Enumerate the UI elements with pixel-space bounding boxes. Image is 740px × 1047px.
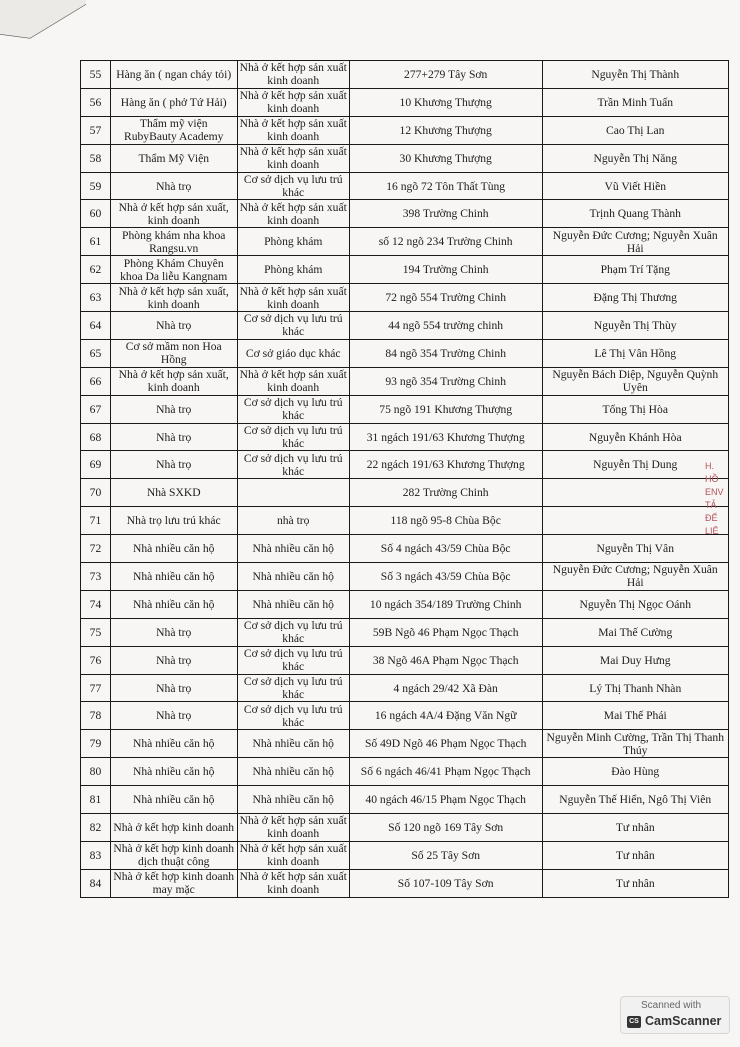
facility-address-cell: 30 Khương Thượng: [349, 144, 542, 172]
row-number-cell: 63: [81, 284, 111, 312]
row-number-cell: 61: [81, 228, 111, 256]
facility-name-cell: Nhà trọ lưu trú khác: [110, 507, 237, 535]
facility-type-cell: Cơ sở giáo dục khác: [237, 339, 349, 367]
owner-name-cell: Nguyễn Thị Thành: [542, 61, 729, 89]
facility-name-cell: Nhà nhiều căn hộ: [110, 758, 237, 786]
row-number-cell: 76: [81, 646, 111, 674]
row-number-cell: 58: [81, 144, 111, 172]
stamp-line: H.: [705, 461, 714, 471]
facility-type-cell: Nhà ở kết hợp sản xuất kinh doanh: [237, 88, 349, 116]
owner-name-cell: Nguyễn Thị Ngọc Oánh: [542, 590, 729, 618]
facility-name-cell: Nhà trọ: [110, 172, 237, 200]
table-row: [81, 730, 729, 758]
owner-name-cell: Tống Thị Hòa: [542, 395, 729, 423]
owner-name-cell: Đặng Thị Thương: [542, 284, 729, 312]
facility-type-cell: Nhà ở kết hợp sản xuất kinh doanh: [237, 200, 349, 228]
facility-address-cell: Số 49D Ngõ 46 Phạm Ngọc Thạch: [349, 730, 542, 758]
facility-address-cell: 22 ngách 191/63 Khương Thượng: [349, 451, 542, 479]
row-number-cell: 75: [81, 618, 111, 646]
facility-type-cell: Nhà nhiều căn hộ: [237, 590, 349, 618]
row-number-cell: 80: [81, 758, 111, 786]
owner-name-cell: Lý Thị Thanh Nhàn: [542, 674, 729, 702]
row-number-cell: 55: [81, 61, 111, 89]
table-row: [81, 61, 729, 89]
facility-type-cell: Nhà ở kết hợp sản xuất kinh doanh: [237, 814, 349, 842]
facility-type-cell: Cơ sở dịch vụ lưu trú khác: [237, 674, 349, 702]
table-row: [81, 312, 729, 340]
row-number-cell: 72: [81, 535, 111, 563]
facility-name-cell: Nhà SXKD: [110, 479, 237, 507]
stamp-line: HỒ: [705, 474, 719, 484]
facility-type-cell: Cơ sở dịch vụ lưu trú khác: [237, 618, 349, 646]
facility-name-cell: Phòng khám nha khoa Rangsu.vn: [110, 228, 237, 256]
facility-name-cell: Thẩm mỹ viện RubyBauty Academy: [110, 116, 237, 144]
owner-name-cell: Tư nhân: [542, 814, 729, 842]
row-number-cell: 64: [81, 312, 111, 340]
facility-name-cell: Phòng Khám Chuyên khoa Da liễu Kangnam: [110, 256, 237, 284]
facility-name-cell: Nhà trọ: [110, 395, 237, 423]
facility-address-cell: Số 107-109 Tây Sơn: [349, 869, 542, 897]
owner-name-cell: Nguyễn Bách Diệp, Nguyễn Quỳnh Uyên: [542, 367, 729, 395]
facility-type-cell: Nhà ở kết hợp sản xuất kinh doanh: [237, 841, 349, 869]
table-row: [81, 423, 729, 451]
row-number-cell: 57: [81, 116, 111, 144]
table-row: [81, 702, 729, 730]
stamp-line: LIÊ: [705, 526, 719, 536]
facility-address-cell: 16 ngách 4A/4 Đặng Văn Ngữ: [349, 702, 542, 730]
facility-name-cell: Nhà trọ: [110, 674, 237, 702]
owner-name-cell: Mai Duy Hưng: [542, 646, 729, 674]
facility-type-cell: Nhà ở kết hợp sản xuất kinh doanh: [237, 367, 349, 395]
owner-name-cell: Tư nhân: [542, 869, 729, 897]
table-row: [81, 451, 729, 479]
facility-name-cell: Nhà trọ: [110, 423, 237, 451]
facility-address-cell: 10 ngách 354/189 Trường Chinh: [349, 590, 542, 618]
facility-name-cell: Nhà trọ: [110, 618, 237, 646]
table-row: [81, 674, 729, 702]
row-number-cell: 82: [81, 814, 111, 842]
facility-type-cell: Nhà nhiều căn hộ: [237, 758, 349, 786]
table-row: [81, 256, 729, 284]
row-number-cell: 79: [81, 730, 111, 758]
facility-type-cell: Nhà ở kết hợp sản xuất kinh doanh: [237, 61, 349, 89]
facility-name-cell: Nhà ở kết hợp kinh doanh dịch thuật công: [110, 841, 237, 869]
owner-name-cell: Nguyễn Thế Hiển, Ngô Thị Viên: [542, 786, 729, 814]
row-number-cell: 62: [81, 256, 111, 284]
facility-type-cell: Nhà ở kết hợp sản xuất kinh doanh: [237, 869, 349, 897]
table-row: [81, 535, 729, 563]
facility-name-cell: Hàng ăn ( phở Tứ Hải): [110, 88, 237, 116]
table-row: [81, 144, 729, 172]
facility-type-cell: Nhà nhiều căn hộ: [237, 786, 349, 814]
facility-name-cell: Nhà ở kết hợp sản xuất, kinh doanh: [110, 200, 237, 228]
facility-name-cell: Nhà trọ: [110, 702, 237, 730]
stamp-line: TẢ: [705, 500, 717, 510]
facility-type-cell: Cơ sở dịch vụ lưu trú khác: [237, 172, 349, 200]
owner-name-cell: Phạm Trí Tặng: [542, 256, 729, 284]
camscanner-logo-icon: CS: [627, 1016, 641, 1028]
facility-address-cell: 72 ngõ 554 Trường Chinh: [349, 284, 542, 312]
owner-name-cell: Nguyễn Đức Cương; Nguyễn Xuân Hải: [542, 563, 729, 591]
owner-name-cell: Nguyễn Thị Năng: [542, 144, 729, 172]
facility-type-cell: [237, 479, 349, 507]
facility-type-cell: Cơ sở dịch vụ lưu trú khác: [237, 702, 349, 730]
row-number-cell: 71: [81, 507, 111, 535]
owner-name-cell: Đào Hùng: [542, 758, 729, 786]
row-number-cell: 67: [81, 395, 111, 423]
facility-type-cell: Cơ sở dịch vụ lưu trú khác: [237, 395, 349, 423]
table-row: [81, 367, 729, 395]
facility-name-cell: Thẩm Mỹ Viện: [110, 144, 237, 172]
table-row: [81, 88, 729, 116]
facility-address-cell: 16 ngõ 72 Tôn Thất Tùng: [349, 172, 542, 200]
table-row: [81, 563, 729, 591]
facility-address-cell: 10 Khương Thượng: [349, 88, 542, 116]
facility-type-cell: Nhà ở kết hợp sản xuất kinh doanh: [237, 116, 349, 144]
table-row: [81, 646, 729, 674]
facility-address-cell: 277+279 Tây Sơn: [349, 61, 542, 89]
owner-name-cell: Nguyễn Thị Vân: [542, 535, 729, 563]
facility-type-cell: Nhà nhiều căn hộ: [237, 563, 349, 591]
table-row: [81, 869, 729, 897]
table-row: [81, 841, 729, 869]
owner-name-cell: Mai Thế Phái: [542, 702, 729, 730]
table-row: [81, 395, 729, 423]
facility-type-cell: Nhà ở kết hợp sản xuất kinh doanh: [237, 284, 349, 312]
owner-name-cell: Tư nhân: [542, 841, 729, 869]
table-row: [81, 228, 729, 256]
facility-address-cell: 84 ngõ 354 Trường Chinh: [349, 339, 542, 367]
page-fold-corner: [0, 0, 90, 45]
stamp-line: ĐỂ: [705, 513, 718, 523]
facility-name-cell: Nhà nhiều căn hộ: [110, 563, 237, 591]
facility-address-cell: 59B Ngõ 46 Phạm Ngọc Thạch: [349, 618, 542, 646]
facility-name-cell: Nhà nhiều căn hộ: [110, 535, 237, 563]
facility-name-cell: Nhà nhiều căn hộ: [110, 786, 237, 814]
row-number-cell: 59: [81, 172, 111, 200]
row-number-cell: 73: [81, 563, 111, 591]
facility-address-cell: 31 ngách 191/63 Khương Thượng: [349, 423, 542, 451]
row-number-cell: 56: [81, 88, 111, 116]
owner-name-cell: [542, 507, 729, 535]
owner-name-cell: Nguyễn Khánh Hòa: [542, 423, 729, 451]
table-row: [81, 284, 729, 312]
facility-address-cell: 398 Trường Chinh: [349, 200, 542, 228]
edge-stamp-fragment: [705, 460, 740, 580]
facility-type-cell: Cơ sở dịch vụ lưu trú khác: [237, 423, 349, 451]
table-row: [81, 479, 729, 507]
table-row: [81, 590, 729, 618]
table-row: [81, 507, 729, 535]
row-number-cell: 70: [81, 479, 111, 507]
facility-name-cell: Cơ sở mầm non Hoa Hồng: [110, 339, 237, 367]
facility-type-cell: Nhà nhiều căn hộ: [237, 730, 349, 758]
facility-address-cell: 194 Trường Chinh: [349, 256, 542, 284]
table-row: [81, 618, 729, 646]
facility-type-cell: Cơ sở dịch vụ lưu trú khác: [237, 646, 349, 674]
table-row: [81, 116, 729, 144]
facility-name-cell: Nhà nhiều căn hộ: [110, 730, 237, 758]
facility-address-cell: 118 ngõ 95-8 Chùa Bộc: [349, 507, 542, 535]
facility-address-cell: 93 ngõ 354 Trường Chinh: [349, 367, 542, 395]
facility-type-cell: Cơ sở dịch vụ lưu trú khác: [237, 451, 349, 479]
facility-name-cell: Nhà ở kết hợp kinh doanh may mặc: [110, 869, 237, 897]
owner-name-cell: Trịnh Quang Thành: [542, 200, 729, 228]
row-number-cell: 83: [81, 841, 111, 869]
owner-name-cell: Nguyễn Thị Dung: [542, 451, 729, 479]
facility-address-cell: 75 ngõ 191 Khương Thượng: [349, 395, 542, 423]
facility-type-cell: nhà trọ: [237, 507, 349, 535]
facility-name-cell: Nhà trọ: [110, 312, 237, 340]
facility-type-cell: Cơ sở dịch vụ lưu trú khác: [237, 312, 349, 340]
owner-name-cell: Vũ Viết Hiền: [542, 172, 729, 200]
table-row: [81, 786, 729, 814]
facility-address-cell: Số 4 ngách 43/59 Chùa Bộc: [349, 535, 542, 563]
facility-address-cell: Số 3 ngách 43/59 Chùa Bộc: [349, 563, 542, 591]
stamp-line: ENV: [705, 487, 724, 497]
facility-name-cell: Nhà trọ: [110, 451, 237, 479]
facility-type-cell: Nhà nhiều căn hộ: [237, 535, 349, 563]
row-number-cell: 60: [81, 200, 111, 228]
table-row: [81, 172, 729, 200]
owner-name-cell: [542, 479, 729, 507]
facility-address-cell: 4 ngách 29/42 Xã Đàn: [349, 674, 542, 702]
row-number-cell: 77: [81, 674, 111, 702]
table-row: [81, 814, 729, 842]
table-row: [81, 339, 729, 367]
owner-name-cell: Nguyễn Đức Cương; Nguyễn Xuân Hải: [542, 228, 729, 256]
row-number-cell: 69: [81, 451, 111, 479]
facility-address-cell: 282 Trường Chinh: [349, 479, 542, 507]
facility-name-cell: Nhà ở kết hợp kinh doanh: [110, 814, 237, 842]
facility-address-cell: số 12 ngõ 234 Trường Chinh: [349, 228, 542, 256]
facility-address-cell: 44 ngõ 554 trường chinh: [349, 312, 542, 340]
owner-name-cell: Nguyễn Minh Cường, Trần Thị Thanh Thúy: [542, 730, 729, 758]
row-number-cell: 68: [81, 423, 111, 451]
facility-address-cell: 40 ngách 46/15 Phạm Ngọc Thạch: [349, 786, 542, 814]
row-number-cell: 81: [81, 786, 111, 814]
row-number-cell: 66: [81, 367, 111, 395]
owner-name-cell: Trần Minh Tuấn: [542, 88, 729, 116]
facility-address-cell: Số 6 ngách 46/41 Phạm Ngọc Thạch: [349, 758, 542, 786]
scanned-with-text: Scanned with: [641, 1000, 702, 1011]
facility-address-cell: Số 120 ngõ 169 Tây Sơn: [349, 814, 542, 842]
owner-name-cell: Lê Thị Vân Hồng: [542, 339, 729, 367]
facility-name-cell: Nhà nhiều căn hộ: [110, 590, 237, 618]
facility-name-cell: Hàng ăn ( ngan cháy tỏi): [110, 61, 237, 89]
row-number-cell: 84: [81, 869, 111, 897]
table-row: [81, 200, 729, 228]
owner-name-cell: Nguyễn Thị Thùy: [542, 312, 729, 340]
facility-address-cell: Số 25 Tây Sơn: [349, 841, 542, 869]
facility-type-cell: Phòng khám: [237, 256, 349, 284]
owner-name-cell: Cao Thị Lan: [542, 116, 729, 144]
row-number-cell: 65: [81, 339, 111, 367]
camscanner-watermark: [620, 996, 730, 1034]
table-row: [81, 758, 729, 786]
facility-type-cell: Nhà ở kết hợp sản xuất kinh doanh: [237, 144, 349, 172]
facility-table: [80, 60, 729, 898]
facility-name-cell: Nhà ở kết hợp sản xuất, kinh doanh: [110, 367, 237, 395]
facility-name-cell: Nhà trọ: [110, 646, 237, 674]
row-number-cell: 78: [81, 702, 111, 730]
facility-name-cell: Nhà ở kết hợp sản xuất, kinh doanh: [110, 284, 237, 312]
owner-name-cell: Mai Thế Cường: [542, 618, 729, 646]
facility-address-cell: 38 Ngõ 46A Phạm Ngọc Thạch: [349, 646, 542, 674]
facility-address-cell: 12 Khương Thượng: [349, 116, 542, 144]
facility-type-cell: Phòng khám: [237, 228, 349, 256]
camscanner-brand: CamScanner: [645, 1014, 722, 1028]
row-number-cell: 74: [81, 590, 111, 618]
